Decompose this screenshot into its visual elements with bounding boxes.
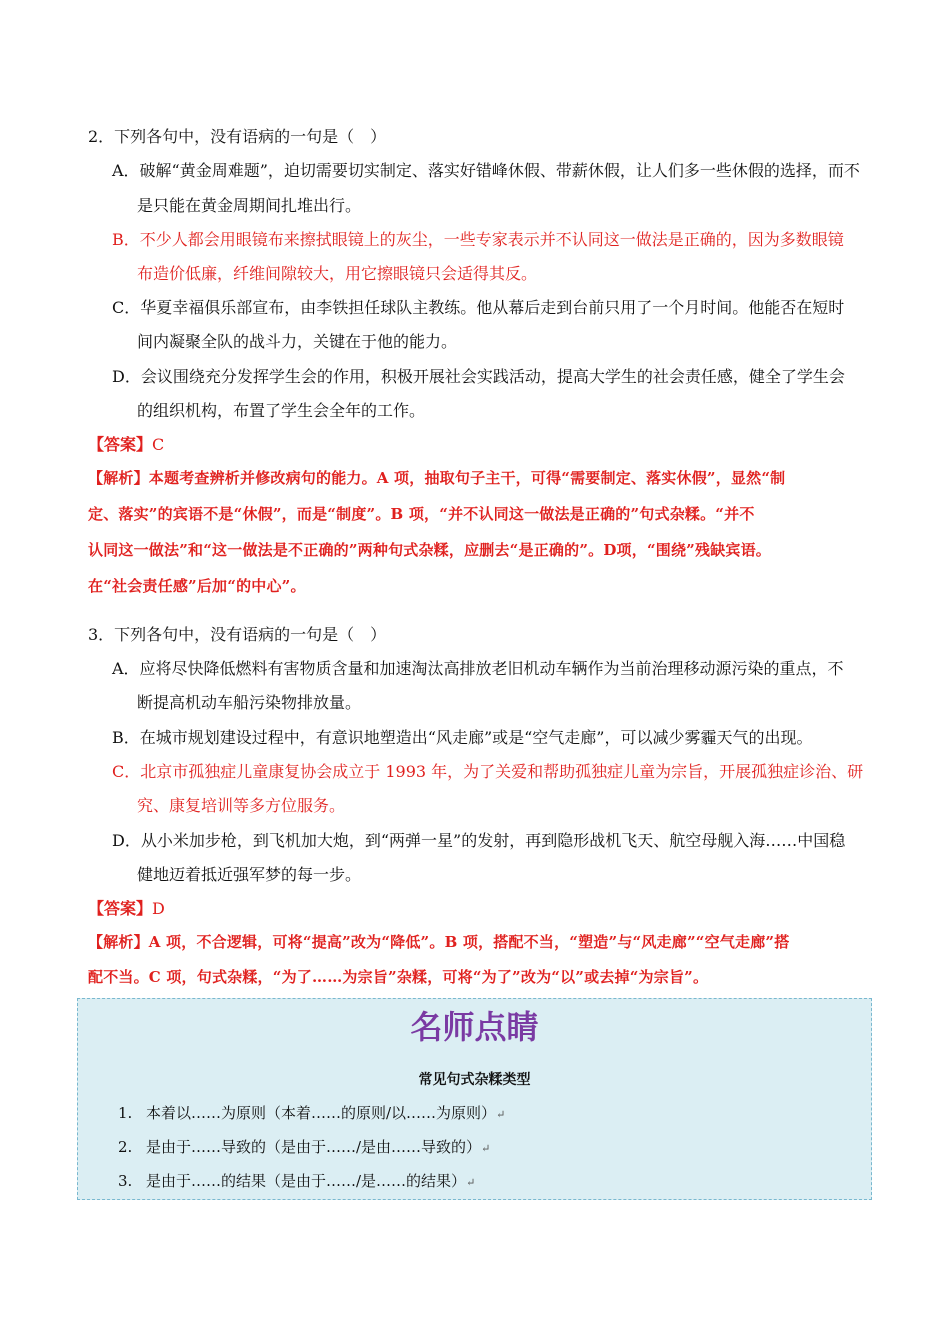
- teacher-tips-box: [77, 998, 872, 1200]
- q2-option-d-line1: D．会议围绕充分发挥学生会的作用，积极开展社会实践活动，提高大学生的社会责任感，健全了学生会: [112, 367, 845, 386]
- q2-option-b-line2: 布造价低廉，纤维间隙较大，用它擦眼镜只会适得其反。: [137, 264, 538, 283]
- tips-item: [118, 1102, 505, 1123]
- q2-analysis-line3: 认同这一做法”和“这一做法是不正确的”两种句式杂糅，应删去“是正确的”。D项，“围绕”残缺宾语。: [88, 541, 772, 559]
- q3-answer: [88, 899, 165, 919]
- q2-answer-value: C: [152, 435, 165, 454]
- q3-option-c-line1: C．北京市孤独症儿童康复协会成立于 1993 年，为了关爱和帮助孤独症儿童为宗旨，开展孤独症诊治、研: [112, 762, 864, 781]
- q2-analysis-line2: 定、落实”的宾语不是“休假”，而是“制度”。B 项，“并不认同这一做法是正确的”句式杂糅。“并不: [88, 505, 755, 523]
- q2-analysis-line1: 【解析】本题考查辨析并修改病句的能力。A 项，抽取句子主干，可得“需要制定、落实休假”，显然“制: [88, 469, 786, 487]
- tips-title: 名师点睛: [410, 1008, 539, 1046]
- q2-option-a-line1: A．破解“黄金周难题”，迫切需要切实制定、落实好错峰休假、带薪休假，让人们多一些休假的选择，而不: [112, 161, 860, 180]
- paragraph-mark-icon: ↵: [496, 1108, 506, 1121]
- tips-item-text: 是由于……导致的（是由于……/是由……导致的）: [146, 1138, 482, 1156]
- paragraph-mark-icon: ↵: [466, 1176, 476, 1189]
- q3-option-a-line1: A．应将尽快降低燃料有害物质含量和加速淘汰高排放老旧机动车辆作为当前治理移动源污染的重点，不: [112, 659, 844, 678]
- q3-option-d-line1: D．从小米加步枪，到飞机加大炮，到“两弹一星”的发射，再到隐形战机飞天、航空母舰入海……中国稳: [112, 831, 846, 850]
- q3-option-d-line2: 健地迈着抵近强军梦的每一步。: [137, 865, 362, 884]
- q3-option-c-line2: 究、康复培训等多方位服务。: [137, 796, 346, 815]
- tips-item-text: 本着以……为原则（本着……的原则/以……为原则）: [146, 1104, 497, 1122]
- q3-answer-value: D: [152, 899, 165, 918]
- tips-item: [118, 1170, 475, 1191]
- q2-option-b-line1: B．不少人都会用眼镜布来擦拭眼镜上的灰尘，一些专家表示并不认同这一做法是正确的，因为多数眼镜: [112, 230, 844, 249]
- tips-item-number: 2.: [118, 1138, 133, 1156]
- q2-analysis-line4: 在“社会责任感”后加“的中心”。: [88, 577, 306, 595]
- question-3-stem: 3．下列各句中，没有语病的一句是（ ）: [88, 625, 387, 644]
- q2-answer-label: 【答案】: [88, 435, 153, 454]
- q3-option-a-line2: 断提高机动车船污染物排放量。: [137, 693, 362, 712]
- q2-answer: [88, 435, 164, 455]
- q2-option-c-line1: C．华夏幸福俱乐部宣布，由李铁担任球队主教练。他从幕后走到台前只用了一个月时间。他能否在短时: [112, 298, 845, 317]
- q2-option-a-line2: 是只能在黄金周期间扎堆出行。: [137, 196, 362, 215]
- q3-option-b-line1: B．在城市规划建设过程中，有意识地塑造出“风走廊”或是“空气走廊”，可以减少雾霾天气的出现。: [112, 728, 813, 747]
- q2-option-d-line2: 的组织机构，布置了学生会全年的工作。: [137, 401, 426, 420]
- q2-option-c-line2: 间内凝聚全队的战斗力，关键在于他的能力。: [137, 332, 458, 351]
- tips-item: [118, 1136, 490, 1157]
- q3-analysis-line1: 【解析】A 项，不合逻辑，可将“提高”改为“降低”。B 项，搭配不当，“塑造”与“风走廊”“空气走廊”搭: [88, 933, 790, 951]
- question-2-stem: 2．下列各句中，没有语病的一句是（ ）: [88, 127, 387, 146]
- tips-item-number: 1.: [118, 1104, 133, 1122]
- tips-item-text: 是由于……的结果（是由于……/是……的结果）: [146, 1172, 467, 1190]
- q3-analysis-line2: 配不当。C 项，句式杂糅，“为了……为宗旨”杂糅，可将“为了”改为“以”或去掉“为宗旨”。: [88, 968, 709, 986]
- q3-answer-label: 【答案】: [88, 899, 153, 918]
- tips-item-number: 3.: [118, 1172, 133, 1190]
- tips-subtitle: 常见句式杂糅类型: [418, 1072, 531, 1088]
- paragraph-mark-icon: ↵: [481, 1142, 491, 1155]
